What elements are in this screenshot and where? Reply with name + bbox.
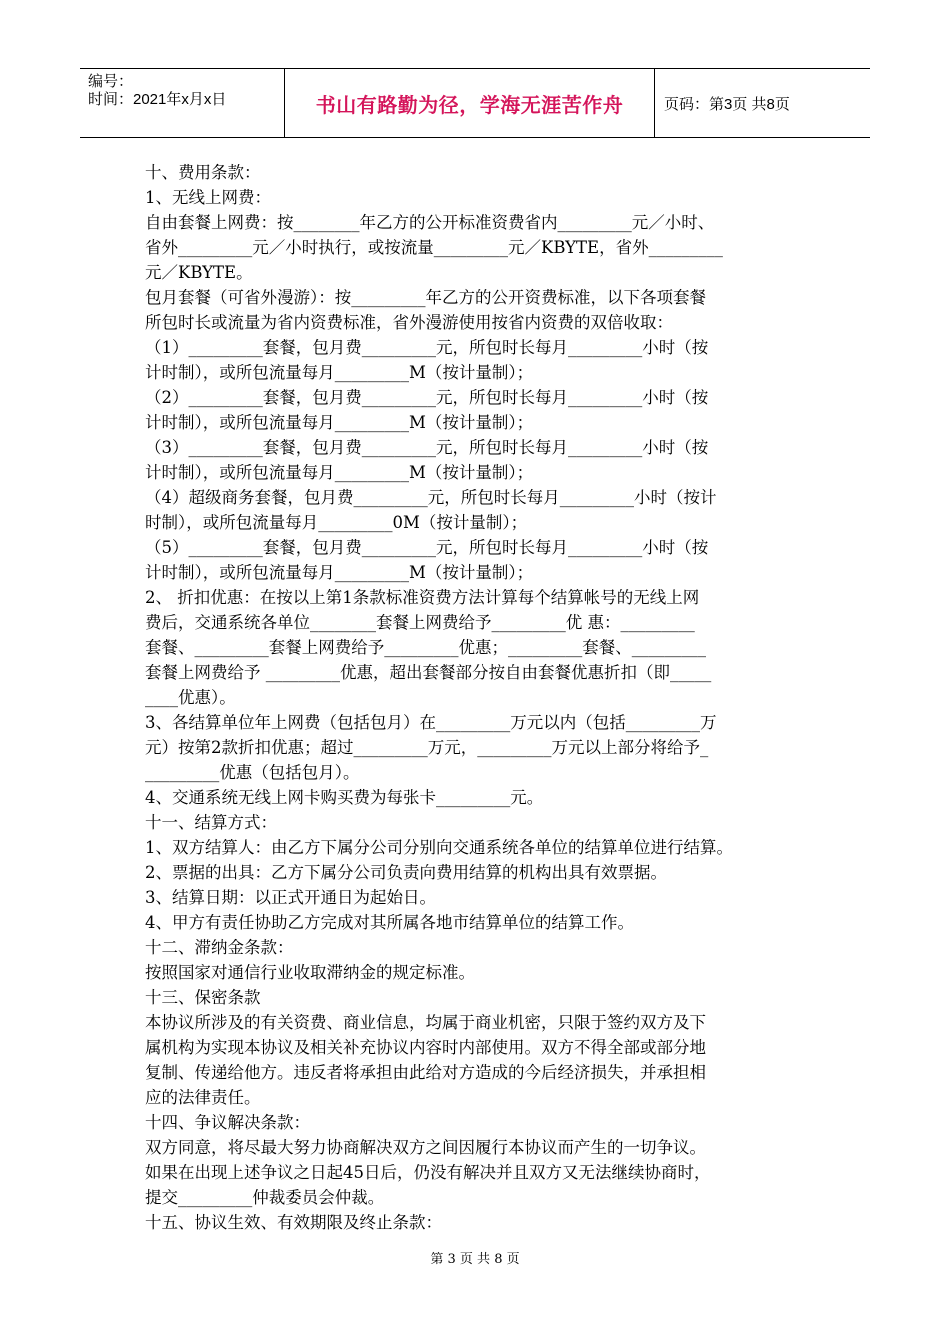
text-line: 计时制），或所包流量每月_________M（按计量制）； <box>145 563 534 582</box>
text-line: （5）_________套餐，包月费_________元，所包时长每月_________小时（按 <box>145 538 709 557</box>
text-line: 3、结算日期：以正式开通日为起始日。 <box>145 888 436 907</box>
text-line: 2、票据的出具：乙方下属分公司负责向费用结算的机构出具有效票据。 <box>145 863 667 882</box>
document-date-label: 时间：2021年x月x日 <box>88 91 227 108</box>
text-line: （1）_________套餐，包月费_________元，所包时长每月_________小时（按 <box>145 338 709 357</box>
text-line: 4、交通系统无线上网卡购买费为每张卡_________元。 <box>145 788 544 807</box>
text-line: 元／KBYTE。 <box>145 263 253 282</box>
text-line: 十、费用条款： <box>145 163 261 182</box>
text-line: 3、各结算单位年上网费（包括包月）在_________万元以内（包括_________万 <box>145 713 717 732</box>
text-line: _________优惠（包括包月）。 <box>145 763 360 782</box>
text-line: 十四、争议解决条款： <box>145 1113 310 1132</box>
text-line: 套餐、_________套餐上网费给予_________优惠；_________套餐、_________ <box>145 638 706 657</box>
text-line: 时制），或所包流量每月_________0M（按计量制）； <box>145 513 528 532</box>
document-number-label: 编号： <box>88 73 134 90</box>
text-line: 属机构为实现本协议及相关补充协议内容时内部使用。双方不得全部或部分地 <box>145 1038 706 1057</box>
text-line: 按照国家对通信行业收取滞纳金的规定标准。 <box>145 963 475 982</box>
text-line: 计时制），或所包流量每月_________M（按计量制）； <box>145 413 534 432</box>
text-line: 十一、结算方式： <box>145 813 277 832</box>
text-line: （2）_________套餐，包月费_________元，所包时长每月_________小时（按 <box>145 388 709 407</box>
header-page-number: 页码：第3页 共8页 <box>664 95 790 113</box>
text-line: 省外_________元／小时执行，或按流量_________元／KBYTE，省外_________ <box>145 238 723 257</box>
text-line: 计时制），或所包流量每月_________M（按计量制）； <box>145 463 534 482</box>
page-footer: 第 3 页 共 8 页 <box>430 1252 520 1267</box>
text-line: 套餐上网费给予 _________优惠，超出套餐部分按自由套餐优惠折扣（即_____ <box>145 663 712 682</box>
text-line: 如果在出现上述争议之日起45日后，仍没有解决并且双方又无法继续协商时， <box>145 1163 711 1182</box>
document-body <box>145 160 825 1235</box>
text-line: ____优惠）。 <box>145 688 236 707</box>
text-line: 1、无线上网费： <box>145 188 271 207</box>
text-line: 1、双方结算人：由乙方下属分公司分别向交通系统各单位的结算单位进行结算。 <box>145 838 733 857</box>
text-line: 十三、保密条款 <box>145 988 261 1007</box>
text-line: 十五、协议生效、有效期限及终止条款： <box>145 1213 442 1232</box>
text-line: 双方同意，将尽最大努力协商解决双方之间因履行本协议而产生的一切争议。 <box>145 1138 706 1157</box>
text-line: 计时制），或所包流量每月_________M（按计量制）； <box>145 363 534 382</box>
page-header <box>80 68 870 138</box>
text-line: 自由套餐上网费：按________年乙方的公开标准资费省内_________元／小时、 <box>145 213 715 232</box>
text-line: 费后，交通系统各单位________套餐上网费给予_________优 惠：_________ <box>145 613 695 632</box>
text-line: 应的法律责任。 <box>145 1088 261 1107</box>
text-line: 十二、滞纳金条款： <box>145 938 294 957</box>
text-line: 包月套餐（可省外漫游）：按_________年乙方的公开资费标准，以下各项套餐 <box>145 288 706 307</box>
text-line: 所包时长或流量为省内资费标准，省外漫游使用按省内资费的双倍收取： <box>145 313 673 332</box>
text-line: 2、 折扣优惠：在按以上第1条款标准资费方法计算每个结算帐号的无线上网 <box>145 588 700 607</box>
text-line: 提交_________仲裁委员会仲裁。 <box>145 1188 385 1207</box>
text-line: （4）超级商务套餐，包月费_________元，所包时长每月_________小时（按计 <box>145 488 717 507</box>
header-meta <box>88 73 278 109</box>
header-motto: 书山有路勤为径，学海无涯苦作舟 <box>315 92 624 117</box>
header-divider <box>654 69 655 137</box>
text-line: 本协议所涉及的有关资费、商业信息，均属于商业机密，只限于签约双方及下 <box>145 1013 706 1032</box>
text-line: 复制、传递给他方。违反者将承担由此给对方造成的今后经济损失，并承担相 <box>145 1063 706 1082</box>
text-line: 元）按第2款折扣优惠；超过_________万元，_________万元以上部分将给予_ <box>145 738 709 757</box>
text-line: 4、甲方有责任协助乙方完成对其所属各地市结算单位的结算工作。 <box>145 913 634 932</box>
text-line: （3）_________套餐，包月费_________元，所包时长每月_________小时（按 <box>145 438 709 457</box>
